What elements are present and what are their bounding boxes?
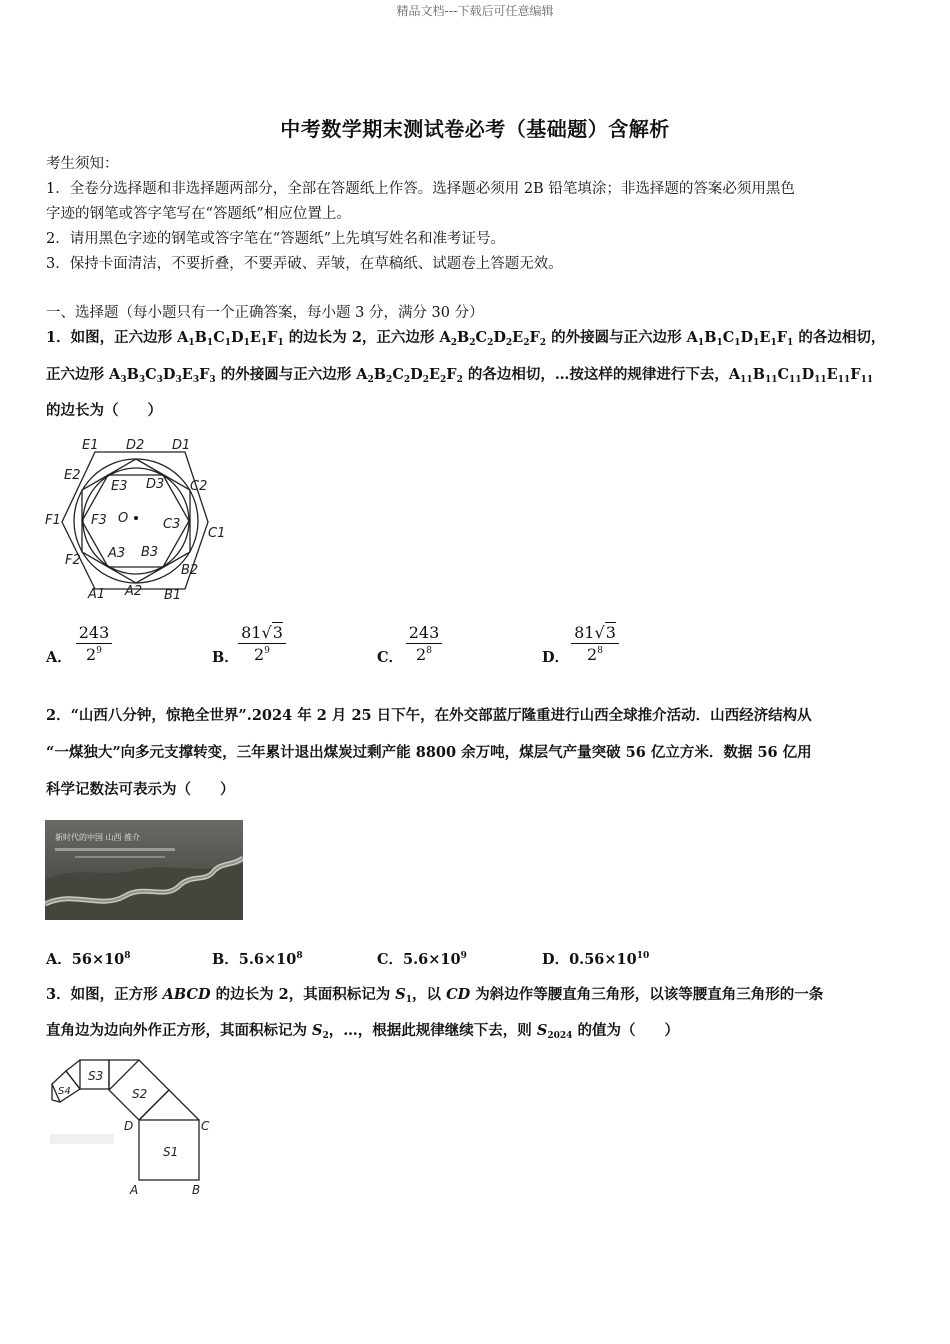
q3-squares-figure — [44, 1056, 220, 1200]
notice-item-1a: 1．全卷分选择题和非选择题两部分，全部在答题纸上作答。选择题必须用 2B 铅笔填涂；非选择题的答案必须用黑色 — [46, 181, 795, 197]
q1-option-d-fraction[interactable]: 81√3 $2^8$ — [571, 623, 619, 664]
label-f1: F1 — [45, 513, 61, 528]
notice-item-2: 2．请用黑色字迹的钢笔或答字笔在“答题纸”上先填写姓名和准考证号。 — [46, 231, 506, 247]
q3-line-1: 3．如图，正方形 ABCD 的边长为 2，其面积标记为 $S_1$，以 CD 为斜边作等腰直角三角形，以该等腰直角三角形的一条 — [46, 986, 824, 1005]
label-e3: E3 — [111, 479, 128, 494]
notice-item-1b: 字迹的钢笔或答字笔写在“答题纸”相应位置上。 — [46, 206, 351, 222]
label-d3: D3 — [146, 477, 165, 492]
label-f2: F2 — [65, 553, 81, 568]
label-f3: F3 — [91, 513, 107, 528]
center-point — [134, 516, 138, 520]
q2-line-1: 2．“山西八分钟，惊艳全世界”.2024 年 2 月 25 日下午，在外交部蓝厅隆重进行山西全球推介活动．山西经济结构从 — [46, 707, 812, 724]
label-o: O — [118, 511, 129, 526]
q1-line-1: 1．如图，正六边形 $A_1B_1C_1D_1E_1F_1$ 的边长为 2，正六边形 $A_2B_2C_2D_2E_2F_2$ 的外接圆与正六边形 $A_1B_1C_1D_1E_1F_1$ 的各边相切， — [46, 329, 886, 348]
label-s1: S1 — [163, 1145, 179, 1159]
label-a2: A2 — [125, 584, 143, 599]
q1-option-a-letter[interactable]: A． — [46, 649, 72, 666]
q1-line-2: 正六边形 $A_3B_3C_3D_3E_3F_3$ 的外接圆与正六边形 $A_2B_2C_2D_2E_2F_2$ 的各边相切，…按这样的规律进行下去，$A_{11}B_{11}C_{11}D_{11}E_{11}F_{11}$ — [46, 366, 874, 385]
q1-option-a-fraction[interactable]: 243 $2^9$ — [76, 623, 112, 664]
label-a: A — [130, 1183, 139, 1197]
label-e1: E1 — [82, 438, 99, 453]
label-s3: S3 — [88, 1069, 104, 1083]
section-heading: 一、选择题（每小题只有一个正确答案，每小题 3 分，满分 30 分） — [46, 305, 484, 321]
triangle-1 — [139, 1090, 199, 1120]
photo-caption: 新时代的中国 山西 推介 — [55, 833, 141, 842]
label-b: B — [192, 1183, 201, 1197]
label-c3: C3 — [163, 517, 181, 532]
q3-line-2: 直角边为边向外作正方形，其面积标记为 $S_2$，…，根据此规律继续下去，则 $S_{2024}$ 的值为（ ） — [46, 1022, 679, 1041]
q1-line-3: 的边长为（ ） — [46, 402, 162, 419]
label-c: C — [201, 1119, 210, 1133]
q1-option-c-fraction[interactable]: 243 $2^8$ — [406, 623, 442, 664]
label-s4: S4 — [58, 1086, 71, 1097]
q2-option-a[interactable]: A．$56\times 10^8$ — [46, 951, 131, 968]
q2-line-2: “一煤独大”向多元支撑转变，三年累计退出煤炭过剩产能 8800 余万吨，煤层气产量突破 56 亿立方米．数据 56 亿用 — [46, 744, 812, 761]
q2-photo — [45, 820, 243, 920]
q2-option-c[interactable]: C．$5.6\times 10^9$ — [377, 951, 467, 968]
notice-heading: 考生须知： — [46, 156, 119, 172]
q1-option-d-letter[interactable]: D． — [542, 649, 570, 666]
label-d: D — [124, 1119, 134, 1133]
label-d1: D1 — [172, 438, 191, 453]
q1-option-c-letter[interactable]: C． — [377, 649, 404, 666]
q1-option-b-fraction[interactable]: 81√3 $2^9$ — [238, 623, 286, 664]
label-b2: B2 — [181, 563, 199, 578]
label-s2: S2 — [132, 1087, 148, 1101]
label-b3: B3 — [141, 545, 159, 560]
label-d2: D2 — [126, 438, 145, 453]
label-b1: B1 — [164, 588, 182, 603]
label-a3: A3 — [108, 546, 126, 561]
q2-option-d[interactable]: D．$0.56\times 10^{10}$ — [542, 951, 650, 968]
notice-item-3: 3．保持卡面清洁，不要折叠，不要弄破、弄皱，在草稿纸、试题卷上答题无效。 — [46, 256, 563, 272]
label-c2: C2 — [190, 479, 208, 494]
q1-option-a-num: 243 — [78, 623, 110, 642]
page-title: 中考数学期末测试卷必考（基础题）含解析 — [280, 117, 670, 141]
header-note: 精品文档---下载后可任意编辑 — [396, 4, 554, 18]
q1-option-b-letter[interactable]: B． — [212, 649, 239, 666]
q2-option-b[interactable]: B．$5.6\times 10^8$ — [212, 951, 303, 968]
label-a1: A1 — [88, 587, 106, 602]
label-e2: E2 — [64, 468, 81, 483]
q1-hexagon-figure — [40, 432, 230, 604]
label-c1: C1 — [208, 526, 226, 541]
q2-line-3: 科学记数法可表示为（ ） — [46, 781, 235, 798]
